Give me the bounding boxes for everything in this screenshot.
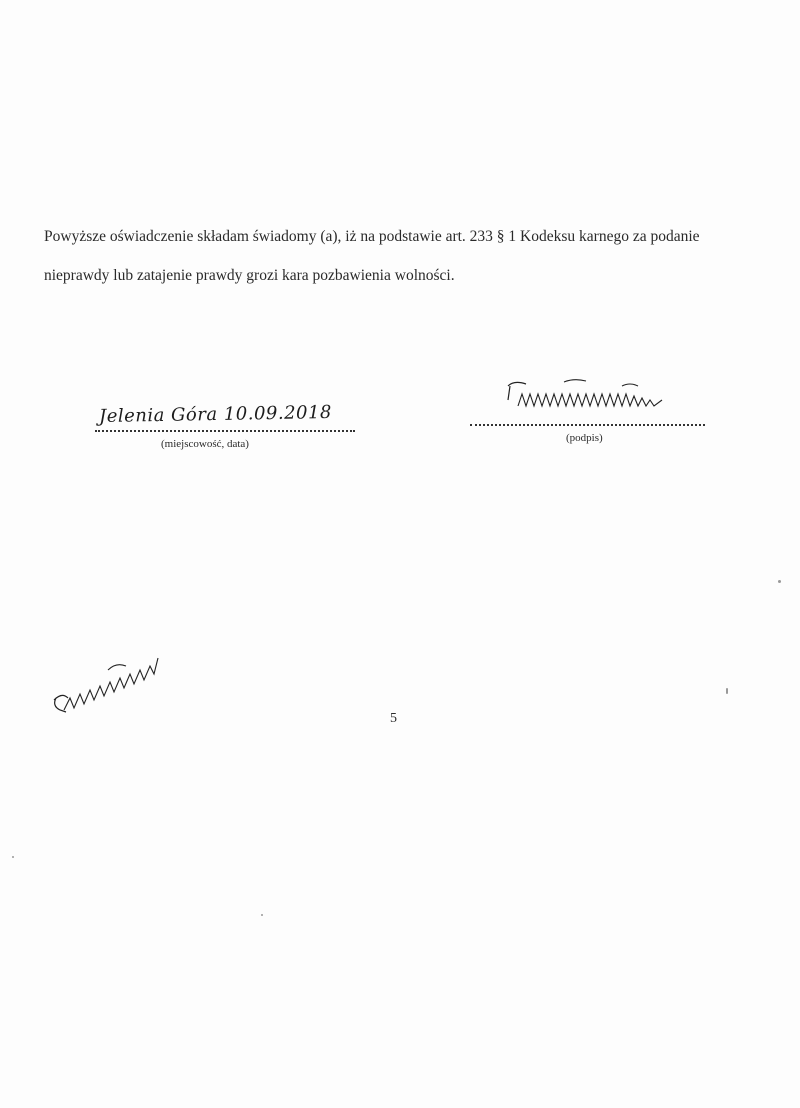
page-number: 5 (390, 711, 397, 726)
scan-speck (12, 856, 14, 858)
place-date-field (95, 401, 365, 454)
dotted-line (470, 424, 705, 426)
statement-line-2: nieprawdy lub zatajenie prawdy grozi kara pozbawienia wolności. (44, 267, 455, 284)
signature-image (504, 376, 704, 420)
signature-caption: (podpis) (566, 432, 603, 444)
place-date-caption: (miejscowość, data) (161, 438, 249, 450)
dotted-line (95, 430, 355, 432)
scan-speck (726, 688, 728, 694)
signature-field (470, 376, 710, 456)
handwritten-place-date: Jelenia Góra 10.09.2018 (98, 401, 333, 428)
statement-line-1: Powyższe oświadczenie składam świadomy (a), iż na podstawie art. 233 § 1 Kodeksu karnego za podanie (44, 228, 700, 245)
initials-image (46, 640, 166, 720)
scan-speck (778, 580, 781, 583)
scan-speck (261, 914, 263, 916)
